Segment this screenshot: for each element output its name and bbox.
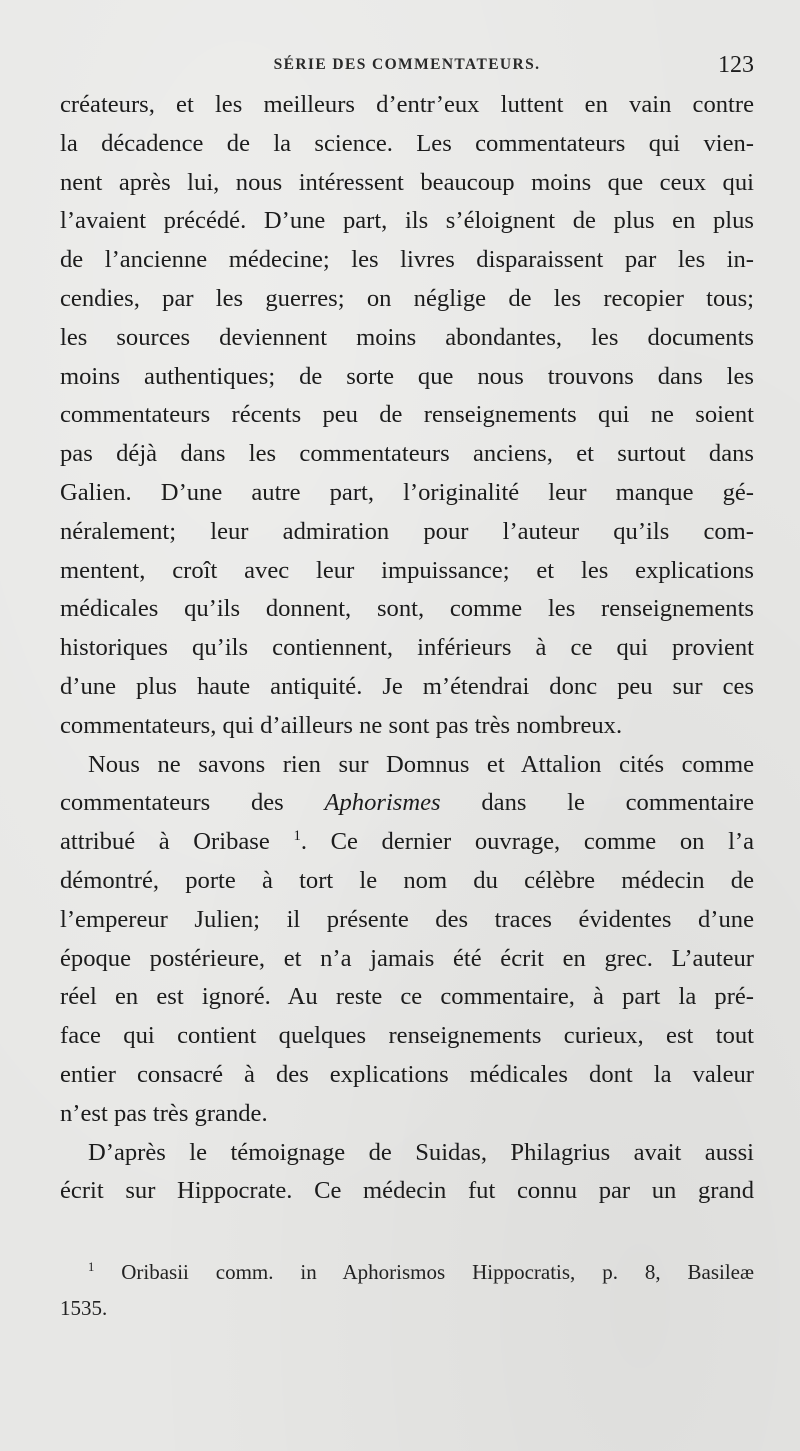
text-line: de l’ancienne médecine; les livres disparaissent par les in-	[60, 246, 754, 274]
text-line: la décadence de la science. Les commentateurs qui vien-	[60, 129, 754, 157]
text-line: commentateurs, qui d’ailleurs ne sont pas très nombreux.	[60, 711, 623, 739]
text-line: époque postérieure, et n’a jamais été écrit en grec. L’auteur	[60, 944, 754, 972]
footnote-line: 1535.	[60, 1296, 108, 1320]
text-line: réel en est ignoré. Au reste ce commentaire, à part la pré-	[60, 983, 754, 1011]
text-segment: commentateurs des	[60, 789, 284, 817]
text-line: D’après le témoignage de Suidas, Philagrius avait aussi	[88, 1138, 754, 1166]
text-segment: attribué à Oribase	[60, 828, 270, 856]
text-line: Galien. D’une autre part, l’originalité leur manque gé-	[60, 478, 754, 506]
text-line: historiques qu’ils contiennent, inférieurs à ce qui provient	[60, 634, 754, 662]
text-line: écrit sur Hippocrate. Ce médecin fut connu par un grand	[60, 1177, 754, 1205]
text-line: pas déjà dans les commentateurs anciens, et surtout dans	[60, 440, 754, 468]
text-line: commentateurs récents peu de renseignements qui ne soient	[60, 401, 754, 429]
footnote-text: Oribasii comm. in Aphorismos Hippocratis, p. 8, Basileæ	[121, 1260, 754, 1284]
running-title: SÉRIE DES COMMENTATEURS.	[273, 56, 541, 73]
text-line: cendies, par les guerres; on néglige de les recopier tous;	[60, 284, 754, 312]
text-line: moins authentiques; de sorte que nous trouvons dans les	[60, 362, 754, 390]
running-head	[60, 52, 754, 86]
italic-title: Aphorismes	[324, 789, 441, 817]
text-line	[60, 784, 754, 823]
text-line: démontré, porte à tort le nom du célèbre médecin de	[60, 866, 754, 894]
text-line: face qui contient quelques renseignements curieux, est tout	[60, 1022, 754, 1050]
text-line: d’une plus haute antiquité. Je m’étendrai donc peu sur ces	[60, 672, 754, 700]
text-line: entier consacré à des explications médicales dont la valeur	[60, 1060, 754, 1088]
text-line: l’avaient précédé. D’une part, ils s’éloignent de plus en plus	[60, 207, 754, 235]
text-segment: . Ce dernier ouvrage, comme on l’a	[300, 828, 755, 856]
text-line	[60, 823, 754, 862]
text-line: créateurs, et les meilleurs d’entr’eux luttent en vain contre	[60, 91, 754, 118]
body-text	[60, 86, 754, 1211]
page-number: 123	[718, 52, 754, 78]
text-line: nent après lui, nous intéressent beaucoup moins que ceux qui	[60, 168, 754, 196]
text-line: néralement; leur admiration pour l’auteur qu’ils com-	[60, 517, 754, 545]
text-segment: dans le commentaire	[481, 789, 755, 817]
footnote-line	[60, 1254, 754, 1290]
text-line: médicales qu’ils donnent, sont, comme les renseignements	[60, 595, 754, 623]
text-line: l’empereur Julien; il présente des traces évidentes d’une	[60, 905, 754, 933]
text-line: Nous ne savons rien sur Domnus et Attalion cités comme	[88, 750, 754, 778]
footnote-ref[interactable]: 1	[293, 827, 301, 844]
footnote-marker: 1	[88, 1260, 95, 1274]
footnotes	[60, 1254, 754, 1326]
text-line: les sources deviennent moins abondantes, les documents	[60, 323, 754, 351]
text-line: mentent, croît avec leur impuissance; et les explications	[60, 556, 754, 584]
text-line: n’est pas très grande.	[60, 1099, 268, 1127]
